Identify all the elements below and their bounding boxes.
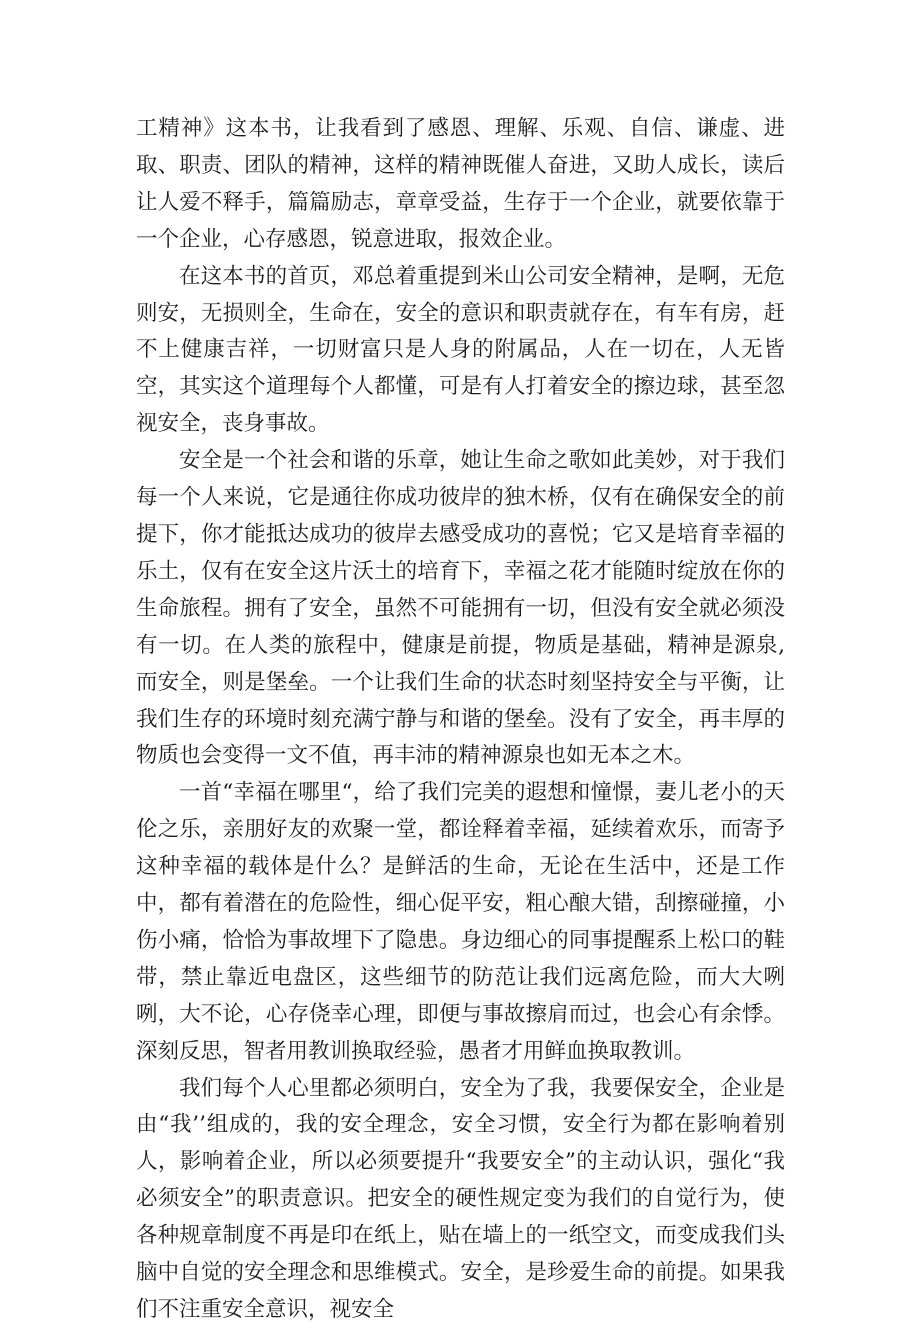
paragraph-5: 我们每个人心里都必须明白，安全为了我，我要保安全，企业是由“我’’组成的，我的安全理念，安全习惯，安全行为都在影响着别人，影响着企业，所以必须要提升“我要安全”的主动认识，强化“我必须安全”的职责意识。把安全的硬性规定变为我们的自觉行为，使各种规章制度不再是印在纸上，贴在墙上的一纸空文，而变成我们头脑中自觉的安全理念和思维模式。安全，是珍爱生命的前提。如果我们不注重安全意识，视安全 — [136, 1075, 785, 1322]
paragraph-2: 在这本书的首页，邓总着重提到米山公司安全精神，是啊，无危则安，无损则全，生命在，安全的意识和职责就存在，有车有房，赶不上健康吉祥，一切财富只是人身的附属品，人在一切在，人无皆空，其实这个道理每个人都懂，可是有人打着安全的擦边球，甚至忽视安全，丧身事故。 — [136, 263, 785, 437]
paragraph-3: 安全是一个社会和谐的乐章，她让生命之歌如此美妙，对于我们每一个人来说，它是通往你成功彼岸的独木桥，仅有在确保安全的前提下，你才能抵达成功的彼岸去感受成功的喜悦；它又是培育幸福的乐土，仅有在安全这片沃土的培育下，幸福之花才能随时绽放在你的生命旅程。拥有了安全，虽然不可能拥有一切，但没有安全就必须没有一切。在人类的旅程中，健康是前提，物质是基础，精神是源泉,而安全，则是堡垒。一个让我们生命的状态时刻坚持安全与平衡，让我们生存的环境时刻充满宁静与和谐的堡垒。没有了安全，再丰厚的物质也会变得一文不值，再丰沛的精神源泉也如无本之木。 — [136, 448, 785, 769]
paragraph-1: 工精神》这本书，让我看到了感恩、理解、乐观、自信、谦虚、进取、职责、团队的精神，这样的精神既催人奋进，又助人成长，读后让人爱不释手，篇篇励志，章章受益，生存于一个企业，就要依靠于一个企业，心存感恩，锐意进取，报效企业。 — [136, 116, 785, 252]
document-page — [136, 111, 785, 1329]
paragraph-4: 一首“幸福在哪里“，给了我们完美的遐想和憧憬，妻儿老小的天伦之乐，亲朋好友的欢聚一堂，都诠释着幸福，延续着欢乐，而寄予这种幸福的载体是什么？是鲜活的生命，无论在生活中，还是工作中，都有着潜在的危险性，细心促平安，粗心酿大错，刮擦碰撞，小伤小痛，恰恰为事故埋下了隐患。身边细心的同事提醒系上松口的鞋带，禁止靠近电盘区，这些细节的防范让我们远离危险，而大大咧咧，大不论，心存侥幸心理，即便与事故擦肩而过，也会心有余悸。深刻反思，智者用教训换取经验，愚者才用鲜血换取教训。 — [136, 780, 785, 1064]
